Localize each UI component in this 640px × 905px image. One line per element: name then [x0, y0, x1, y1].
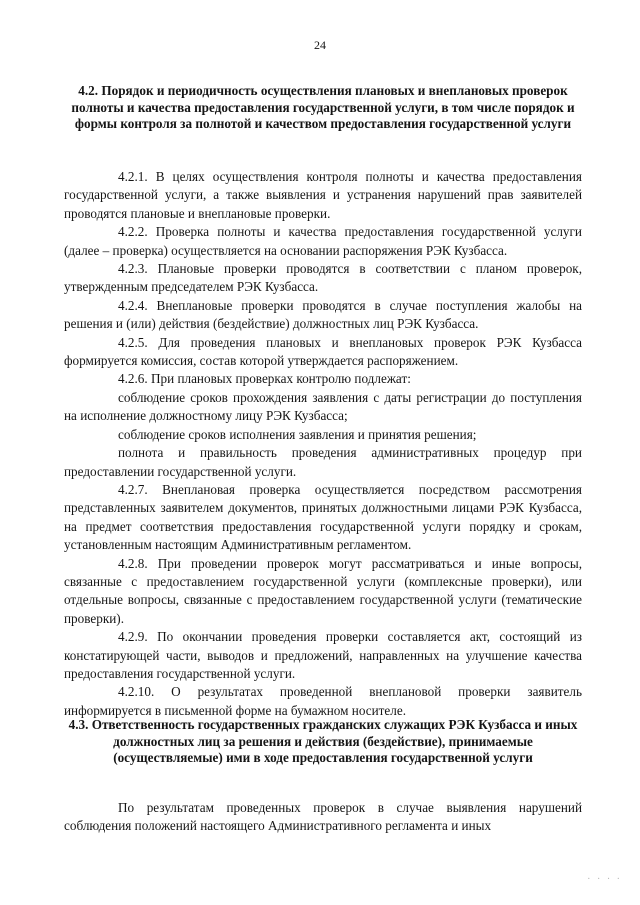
section-4-2-heading: 4.2. Порядок и периодичность осуществления плановых и внеплановых проверок полноты и качества предоставления государственной услуги, в том числе порядок и формы контроля за полнотой и качеством предоставления государственной услуги	[71, 83, 575, 131]
paragraph-4-2-3: 4.2.3. Плановые проверки проводятся в соответствии с планом проверок, утвержденным председателем РЭК Кузбасса.	[64, 261, 582, 295]
paragraph-4-2-2: 4.2.2. Проверка полноты и качества предоставления государственной услуги (далее – проверка) осуществляется на основании распоряжения РЭК Кузбасса.	[64, 224, 582, 258]
paragraph-4-3-intro: По результатам проведенных проверок в случае выявления нарушений соблюдения положений настоящего Административного регламента и иных	[64, 800, 582, 834]
paragraph-4-2-8: 4.2.8. При проведении проверок могут рассматриваться и иные вопросы, связанные с предоставлением государственной услуги (комплексные проверки), или отдельные вопросы, связанные с предоставлением государственной услуги (тематические проверки).	[64, 555, 582, 626]
list-item-procedure-correctness: полнота и правильность проведения административных процедур при предоставлении государственной услуги.	[64, 445, 582, 479]
paragraph-4-2-5: 4.2.5. Для проведения плановых и внеплановых проверок РЭК Кузбасса формируется комиссия, состав которой утверждается распоряжением.	[64, 334, 582, 369]
paragraph-4-2-10: 4.2.10. О результатах проведенной внеплановой проверки заявитель информируется в письменной форме на бумажном носителе.	[64, 684, 582, 718]
paragraph-4-2-1: 4.2.1. В целях осуществления контроля полноты и качества предоставления государственной услуги, а также выявления и устранения нарушений прав заявителей проводятся плановые и внеплановые проверки.	[64, 169, 582, 221]
paragraph-4-2-4: 4.2.4. Внеплановые проверки проводятся в случае поступления жалобы на решения и (или) действия (бездействие) должностных лиц РЭК Кузбасса.	[64, 297, 582, 332]
paragraph-4-2-6: 4.2.6. При плановых проверках контролю подлежат:	[118, 371, 411, 387]
paragraph-4-2-9: 4.2.9. По окончании проведения проверки составляется акт, состоящий из констатирующей части, выводов и предложений, направленных на улучшение качества предоставления государственной услуги.	[64, 629, 582, 681]
page-number: 24	[314, 38, 326, 52]
section-4-3-body	[64, 799, 582, 836]
paragraph-4-2-7: 4.2.7. Внеплановая проверка осуществляется посредством рассмотрения представленных заявителем документов, принятых должностными лицами РЭК Кузбасса, на предмет соответствия предоставления государственной услуги порядку и срокам, установленным настоящим Административным регламентом.	[64, 481, 582, 553]
list-item-deadlines-registration: соблюдение сроков прохождения заявления с даты регистрации до поступления на исполнение должностному лицу РЭК Кузбасса;	[64, 389, 582, 424]
section-4-2-body	[64, 168, 582, 720]
list-item-deadlines-execution: соблюдение сроков исполнения заявления и принятия решения;	[118, 426, 477, 442]
scan-artifact: · · · ·	[587, 874, 622, 885]
section-4-3-heading: 4.3. Ответственность государственных гражданских служащих РЭК Кузбасса и иных должностных лиц за решения и действия (бездействие), принимаемые (осуществляемые) ими в ходе предоставления государственной услуги	[68, 717, 578, 765]
